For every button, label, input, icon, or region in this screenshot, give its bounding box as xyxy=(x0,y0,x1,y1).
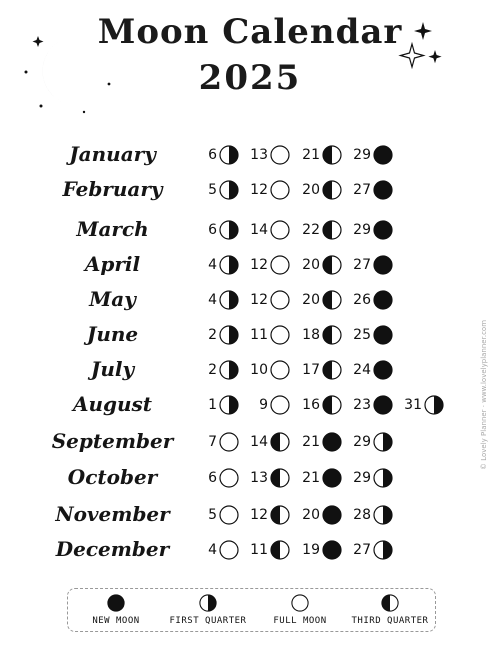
phase-entry xyxy=(193,290,239,312)
new-moon-icon xyxy=(322,540,342,560)
day-number: 11 xyxy=(250,327,268,343)
legend-item-third xyxy=(345,594,435,626)
month-name: September xyxy=(51,429,174,453)
day-number: 12 xyxy=(250,182,268,198)
first-quarter-icon xyxy=(373,505,393,525)
full-moon-icon xyxy=(219,505,239,525)
new-moon-icon xyxy=(322,432,342,452)
month-row xyxy=(0,463,500,493)
new-moon-icon xyxy=(107,594,125,612)
full-moon-icon xyxy=(219,468,239,488)
day-number: 12 xyxy=(250,257,268,273)
phase-entry xyxy=(347,325,393,347)
page-title: Moon Calendar xyxy=(97,12,403,52)
third-quarter-icon xyxy=(322,395,342,415)
phase-entry xyxy=(296,290,342,312)
day-number: 26 xyxy=(353,292,371,308)
month-row xyxy=(0,427,500,457)
third-quarter-icon xyxy=(322,180,342,200)
phase-entry xyxy=(244,395,290,417)
phase-entry xyxy=(244,325,290,347)
phase-legend xyxy=(67,588,436,632)
first-quarter-icon xyxy=(199,594,217,612)
phase-entry xyxy=(244,360,290,382)
first-quarter-icon xyxy=(424,395,444,415)
third-quarter-icon xyxy=(270,540,290,560)
new-moon-icon xyxy=(373,325,393,345)
phase-entry xyxy=(296,505,342,527)
phase-entry xyxy=(347,180,393,202)
third-quarter-icon xyxy=(270,540,290,560)
full-moon-icon xyxy=(219,505,239,525)
first-quarter-icon xyxy=(219,180,239,200)
day-number: 7 xyxy=(208,434,217,450)
month-name: February xyxy=(62,177,163,201)
legend-label: FIRST QUARTER xyxy=(169,616,247,626)
day-number: 11 xyxy=(250,542,268,558)
month-row xyxy=(0,215,500,245)
full-moon-icon xyxy=(270,290,290,310)
phase-entry xyxy=(347,505,393,527)
month-row xyxy=(0,285,500,315)
third-quarter-icon xyxy=(322,395,342,415)
day-number: 29 xyxy=(353,222,371,238)
first-quarter-icon xyxy=(373,540,393,560)
day-number: 13 xyxy=(250,147,268,163)
third-quarter-icon xyxy=(322,145,342,165)
phase-entry xyxy=(347,540,393,562)
day-number: 23 xyxy=(353,397,371,413)
new-moon-icon xyxy=(322,468,342,488)
first-quarter-icon xyxy=(373,432,393,452)
legend-label: FULL MOON xyxy=(273,616,327,626)
third-quarter-icon xyxy=(270,505,290,525)
first-quarter-icon xyxy=(219,220,239,240)
phase-entry xyxy=(296,255,342,277)
new-moon-icon xyxy=(322,540,342,560)
month-row xyxy=(0,355,500,385)
day-number: 28 xyxy=(353,507,371,523)
phase-entry xyxy=(193,145,239,167)
third-quarter-icon xyxy=(322,360,342,380)
day-number: 4 xyxy=(208,542,217,558)
first-quarter-icon xyxy=(219,395,239,415)
full-moon-icon xyxy=(270,395,290,415)
month-name: July xyxy=(90,357,135,381)
month-name: December xyxy=(55,537,170,561)
phase-entry xyxy=(244,290,290,312)
phase-entry xyxy=(347,468,393,490)
month-name: August xyxy=(72,392,153,416)
third-quarter-icon xyxy=(322,255,342,275)
first-quarter-icon xyxy=(219,395,239,415)
day-number: 20 xyxy=(302,292,320,308)
phase-entry xyxy=(244,468,290,490)
new-moon-icon xyxy=(373,395,393,415)
month-name: October xyxy=(67,465,158,489)
day-number: 12 xyxy=(250,507,268,523)
full-moon-icon xyxy=(270,360,290,380)
first-quarter-icon xyxy=(373,468,393,488)
first-quarter-icon xyxy=(219,255,239,275)
full-moon-icon xyxy=(270,325,290,345)
month-row xyxy=(0,250,500,280)
third-quarter-icon xyxy=(270,505,290,525)
full-moon-icon xyxy=(270,290,290,310)
first-quarter-icon xyxy=(219,180,239,200)
month-name: January xyxy=(69,142,156,166)
first-quarter-icon xyxy=(219,220,239,240)
new-moon-icon xyxy=(322,468,342,488)
full-moon-icon xyxy=(270,255,290,275)
third-quarter-icon xyxy=(322,290,342,310)
day-number: 6 xyxy=(208,470,217,486)
day-number: 1 xyxy=(208,397,217,413)
phase-entry xyxy=(193,468,239,490)
phase-entry xyxy=(296,360,342,382)
phase-entry xyxy=(193,325,239,347)
full-moon-icon xyxy=(291,594,309,612)
first-quarter-icon xyxy=(373,540,393,560)
full-moon-icon xyxy=(270,220,290,240)
day-number: 22 xyxy=(302,222,320,238)
day-number: 14 xyxy=(250,222,268,238)
third-quarter-icon xyxy=(270,468,290,488)
month-name: November xyxy=(55,502,170,526)
new-moon-icon xyxy=(373,360,393,380)
new-moon-icon xyxy=(373,180,393,200)
third-quarter-icon xyxy=(381,594,399,612)
new-moon-icon xyxy=(373,145,393,165)
legend-item-full xyxy=(255,594,345,626)
first-quarter-icon xyxy=(373,468,393,488)
new-moon-icon xyxy=(373,180,393,200)
phase-entry xyxy=(244,180,290,202)
legend-item-new xyxy=(71,594,161,626)
day-number: 27 xyxy=(353,257,371,273)
first-quarter-icon xyxy=(219,255,239,275)
day-number: 20 xyxy=(302,507,320,523)
day-number: 6 xyxy=(208,147,217,163)
day-number: 21 xyxy=(302,434,320,450)
day-number: 31 xyxy=(404,397,422,413)
full-moon-icon xyxy=(270,145,290,165)
day-number: 27 xyxy=(353,542,371,558)
third-quarter-icon xyxy=(322,180,342,200)
day-number: 5 xyxy=(208,507,217,523)
day-number: 17 xyxy=(302,362,320,378)
crescent-moon-icon xyxy=(22,28,117,118)
day-number: 6 xyxy=(208,222,217,238)
day-number: 29 xyxy=(353,434,371,450)
phase-entry xyxy=(398,395,444,417)
month-row xyxy=(0,500,500,530)
full-moon-icon xyxy=(219,468,239,488)
phase-entry xyxy=(347,432,393,454)
phase-entry xyxy=(347,290,393,312)
phase-entry xyxy=(193,220,239,242)
phase-entry xyxy=(347,360,393,382)
legend-label: NEW MOON xyxy=(92,616,140,626)
third-quarter-icon xyxy=(270,468,290,488)
first-quarter-icon xyxy=(219,325,239,345)
new-moon-icon xyxy=(373,290,393,310)
new-moon-icon xyxy=(373,290,393,310)
full-moon-icon xyxy=(270,325,290,345)
day-number: 21 xyxy=(302,470,320,486)
new-moon-icon xyxy=(322,432,342,452)
full-moon-icon xyxy=(270,145,290,165)
phase-entry xyxy=(193,180,239,202)
day-number: 24 xyxy=(353,362,371,378)
day-number: 2 xyxy=(208,362,217,378)
day-number: 10 xyxy=(250,362,268,378)
month-row xyxy=(0,535,500,565)
day-number: 20 xyxy=(302,182,320,198)
month-name: March xyxy=(76,217,149,241)
phase-entry xyxy=(296,432,342,454)
phase-entry xyxy=(244,145,290,167)
phase-entry xyxy=(296,145,342,167)
day-number: 27 xyxy=(353,182,371,198)
third-quarter-icon xyxy=(322,325,342,345)
new-moon-icon xyxy=(373,325,393,345)
month-row xyxy=(0,320,500,350)
phase-entry xyxy=(244,540,290,562)
phase-entry xyxy=(244,220,290,242)
full-moon-icon xyxy=(219,540,239,560)
third-quarter-icon xyxy=(270,432,290,452)
page-year: 2025 xyxy=(198,58,302,98)
phase-entry xyxy=(244,432,290,454)
month-row xyxy=(0,175,500,205)
month-name: June xyxy=(86,322,139,346)
phase-entry xyxy=(193,540,239,562)
day-number: 4 xyxy=(208,292,217,308)
new-moon-icon xyxy=(373,220,393,240)
full-moon-icon xyxy=(219,540,239,560)
third-quarter-icon xyxy=(322,145,342,165)
sparkles-icon xyxy=(398,20,448,70)
month-name: May xyxy=(89,287,136,311)
full-moon-icon xyxy=(270,255,290,275)
third-quarter-icon xyxy=(322,360,342,380)
new-moon-icon xyxy=(373,395,393,415)
first-quarter-icon xyxy=(373,432,393,452)
month-row xyxy=(0,140,500,170)
first-quarter-icon xyxy=(219,360,239,380)
legend-label: THIRD QUARTER xyxy=(351,616,429,626)
phase-entry xyxy=(193,432,239,454)
full-moon-icon xyxy=(270,180,290,200)
phase-entry xyxy=(296,395,342,417)
day-number: 29 xyxy=(353,147,371,163)
first-quarter-icon xyxy=(424,395,444,415)
phase-entry xyxy=(296,180,342,202)
third-quarter-icon xyxy=(322,255,342,275)
phase-entry xyxy=(347,220,393,242)
day-number: 16 xyxy=(302,397,320,413)
legend-item-first xyxy=(163,594,253,626)
day-number: 5 xyxy=(208,182,217,198)
day-number: 2 xyxy=(208,327,217,343)
full-moon-icon xyxy=(270,180,290,200)
third-quarter-icon xyxy=(322,220,342,240)
new-moon-icon xyxy=(373,145,393,165)
phase-entry xyxy=(193,360,239,382)
credit-text: © Lovely Planner · www.lovelyplanner.com xyxy=(480,319,488,470)
phase-entry xyxy=(193,505,239,527)
phase-entry xyxy=(296,540,342,562)
day-number: 4 xyxy=(208,257,217,273)
phase-entry xyxy=(193,255,239,277)
phase-entry xyxy=(296,468,342,490)
full-moon-icon xyxy=(270,360,290,380)
first-quarter-icon xyxy=(219,290,239,310)
phase-entry xyxy=(347,395,393,417)
first-quarter-icon xyxy=(219,360,239,380)
phase-entry xyxy=(296,325,342,347)
day-number: 25 xyxy=(353,327,371,343)
first-quarter-icon xyxy=(219,145,239,165)
phase-entry xyxy=(347,145,393,167)
first-quarter-icon xyxy=(219,290,239,310)
full-moon-icon xyxy=(219,432,239,452)
day-number: 29 xyxy=(353,470,371,486)
first-quarter-icon xyxy=(219,325,239,345)
new-moon-icon xyxy=(322,505,342,525)
day-number: 14 xyxy=(250,434,268,450)
third-quarter-icon xyxy=(322,325,342,345)
month-row xyxy=(0,390,500,420)
new-moon-icon xyxy=(322,505,342,525)
day-number: 12 xyxy=(250,292,268,308)
full-moon-icon xyxy=(270,395,290,415)
new-moon-icon xyxy=(373,255,393,275)
new-moon-icon xyxy=(373,255,393,275)
phase-entry xyxy=(347,255,393,277)
phase-entry xyxy=(244,505,290,527)
day-number: 9 xyxy=(259,397,268,413)
day-number: 21 xyxy=(302,147,320,163)
day-number: 20 xyxy=(302,257,320,273)
first-quarter-icon xyxy=(219,145,239,165)
full-moon-icon xyxy=(270,220,290,240)
phase-entry xyxy=(244,255,290,277)
first-quarter-icon xyxy=(373,505,393,525)
phase-entry xyxy=(296,220,342,242)
new-moon-icon xyxy=(373,220,393,240)
month-name: April xyxy=(84,252,141,276)
phase-entry xyxy=(193,395,239,417)
third-quarter-icon xyxy=(322,290,342,310)
third-quarter-icon xyxy=(322,220,342,240)
day-number: 18 xyxy=(302,327,320,343)
full-moon-icon xyxy=(219,432,239,452)
day-number: 19 xyxy=(302,542,320,558)
day-number: 13 xyxy=(250,470,268,486)
third-quarter-icon xyxy=(270,432,290,452)
new-moon-icon xyxy=(373,360,393,380)
